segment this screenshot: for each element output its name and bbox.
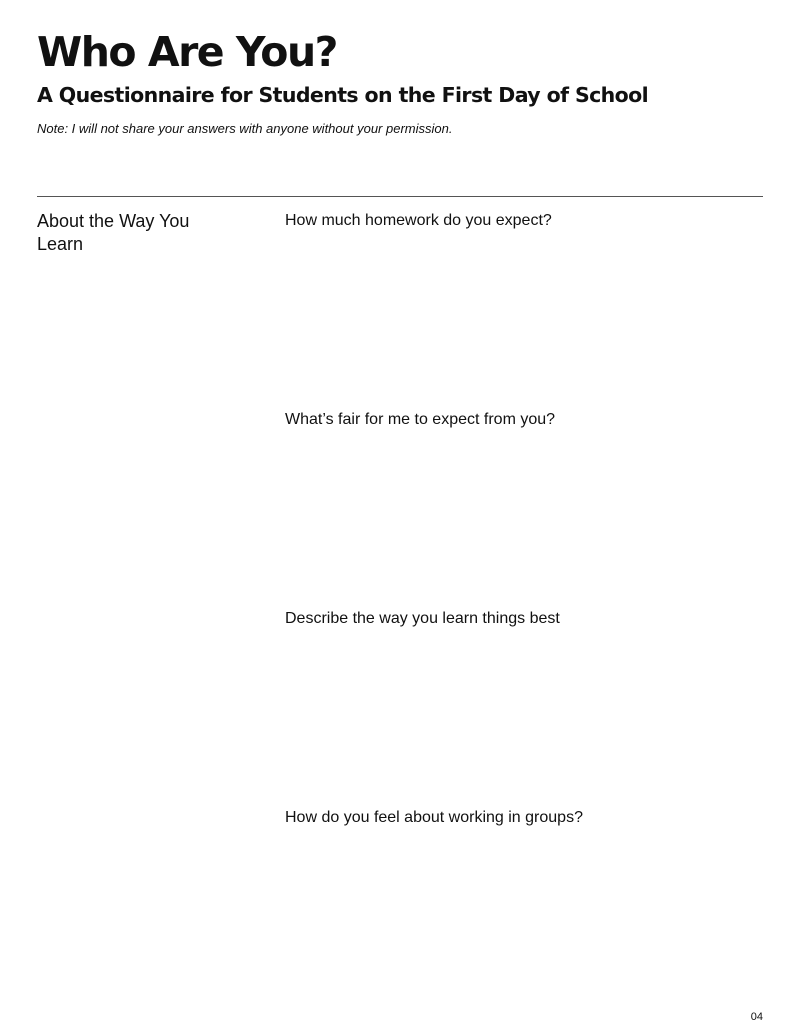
section-divider	[37, 196, 763, 197]
question-learning-style: Describe the way you learn things best	[285, 610, 560, 627]
question-fair-expectations: What’s fair for me to expect from you?	[285, 411, 556, 428]
question-homework: How much homework do you expect?	[285, 212, 552, 229]
page-subtitle: A Questionnaire for Students on the First Day of School	[37, 83, 649, 107]
page-title: Who Are You?	[37, 28, 337, 76]
page-number: 04	[750, 1011, 763, 1023]
question-group-work: How do you feel about working in groups?	[285, 809, 583, 826]
section-label: About the Way You Learn	[37, 211, 190, 254]
privacy-note: Note: I will not share your answers with anyone without your permission.	[37, 121, 453, 136]
